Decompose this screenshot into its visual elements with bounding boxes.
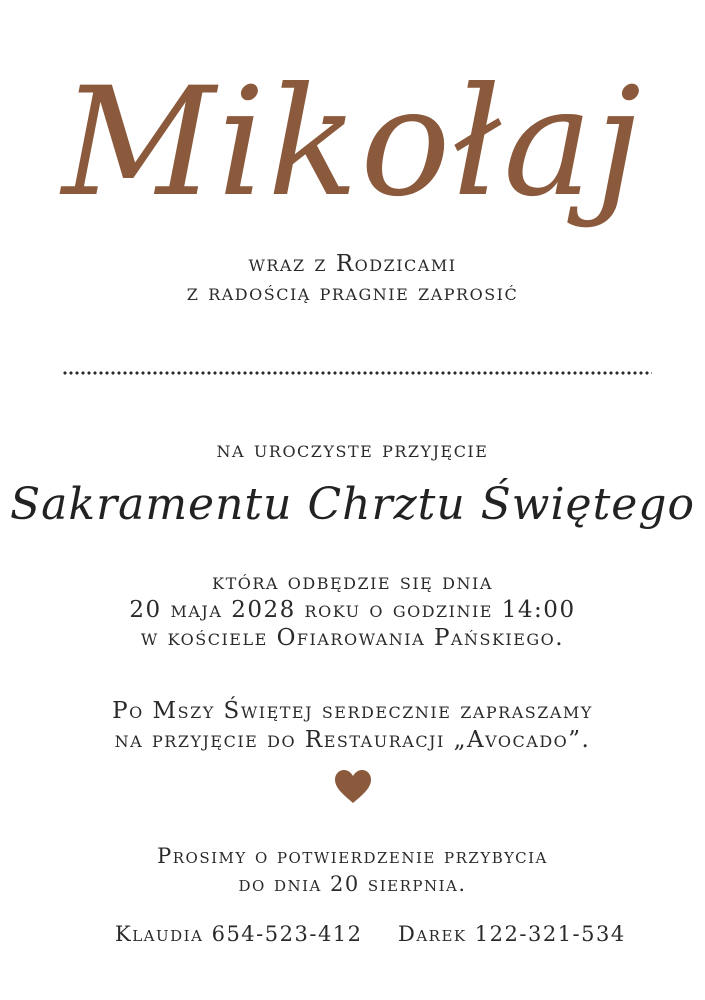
event-title: Sakramentu Chrztu Świętego bbox=[10, 479, 695, 530]
contact-darek: Darek 122-321-534 bbox=[398, 922, 626, 946]
intro-line-2: z radością pragnie zaprosić bbox=[186, 280, 519, 306]
reception-line-2: na przyjęcie do Restauracji „Avocado”. bbox=[114, 727, 591, 753]
reception-line-1: Po Mszy Świętej serdecznie zapraszamy bbox=[112, 698, 593, 724]
dotted-divider bbox=[62, 369, 652, 377]
child-name: Mikołaj bbox=[61, 56, 644, 230]
contact-klaudia: Klaudia 654-523-412 bbox=[115, 922, 363, 946]
rsvp-line-2: do dnia 20 sierpnia. bbox=[238, 872, 467, 896]
reception-text bbox=[0, 697, 705, 755]
intro-line-1: wraz z Rodzicami bbox=[248, 251, 457, 277]
heart-icon bbox=[335, 770, 371, 804]
rsvp-line-1: Prosimy o potwierdzenie przybycia bbox=[157, 844, 548, 868]
rsvp-text bbox=[0, 842, 705, 898]
event-line-2: 20 maja 2028 roku o godzinie 14:00 bbox=[129, 597, 576, 623]
event-line-1: która odbędzie się dnia bbox=[212, 569, 493, 595]
event-details bbox=[0, 568, 705, 652]
intro-text bbox=[0, 250, 705, 308]
event-lead: na uroczyste przyjęcie bbox=[216, 437, 489, 463]
event-line-3: w kościele Ofiarowania Pańskiego. bbox=[140, 625, 565, 651]
